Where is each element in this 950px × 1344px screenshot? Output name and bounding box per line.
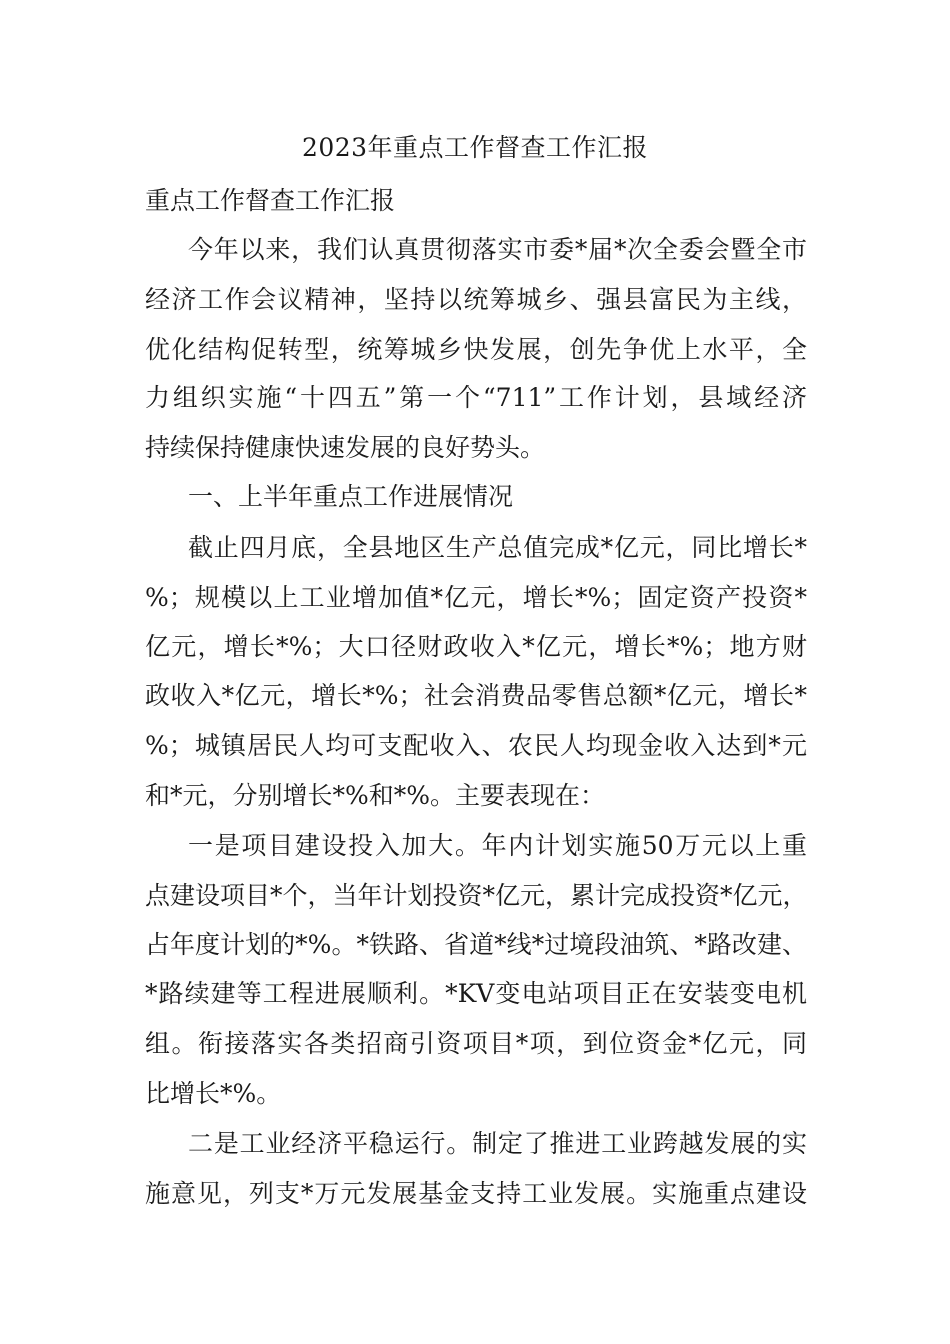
document-subtitle: 重点工作督查工作汇报 — [145, 186, 396, 215]
text-line: 二是工业经济平稳运行。制定了推进工业跨越发展的实 — [188, 1129, 807, 1158]
text-line: 和*元，分别增长*%和*%。主要表现在： — [145, 781, 606, 810]
text-line: 点建设项目*个，当年计划投资*亿元，累计完成投资*亿元， — [145, 881, 808, 910]
text-line: 组。衔接落实各类招商引资项目*项，到位资金*亿元，同 — [145, 1029, 807, 1058]
text-line: 占年度计划的*%。*铁路、省道*线*过境段油筑、*路改建、 — [145, 930, 807, 959]
text-line: 力组织实施“十四五”第一个“711”工作计划，县域经济 — [145, 383, 807, 412]
text-line: 优化结构促转型，统筹城乡快发展，创先争优上水平，全 — [145, 335, 807, 364]
text-line: 持续保持健康快速发展的良好势头。 — [145, 433, 546, 462]
text-line: %；城镇居民人均可支配收入、农民人均现金收入达到*元 — [145, 731, 807, 760]
text-line: 亿元，增长*%；大口径财政收入*亿元，增长*%；地方财 — [145, 632, 807, 661]
text-line: *路续建等工程进展顺利。*KV变电站项目正在安装变电机 — [145, 979, 807, 1008]
text-line: 截止四月底，全县地区生产总值完成*亿元，同比增长* — [188, 533, 807, 562]
text-line: 政收入*亿元，增长*%；社会消费品零售总额*亿元，增长* — [145, 681, 807, 710]
text-line: 施意见，列支*万元发展基金支持工业发展。实施重点建设 — [145, 1179, 807, 1208]
text-line: %；规模以上工业增加值*亿元，增长*%；固定资产投资* — [145, 583, 807, 612]
text-line: 今年以来，我们认真贯彻落实市委*届*次全委会暨全市 — [188, 235, 807, 264]
document-title: 2023年重点工作督查工作汇报 — [301, 133, 649, 162]
section-heading: 一、上半年重点工作进展情况 — [188, 482, 514, 511]
text-line: 比增长*%。 — [145, 1079, 282, 1108]
text-line: 一是项目建设投入加大。年内计划实施50万元以上重 — [188, 831, 807, 860]
text-line: 经济工作会议精神，坚持以统筹城乡、强县富民为主线， — [145, 285, 807, 314]
